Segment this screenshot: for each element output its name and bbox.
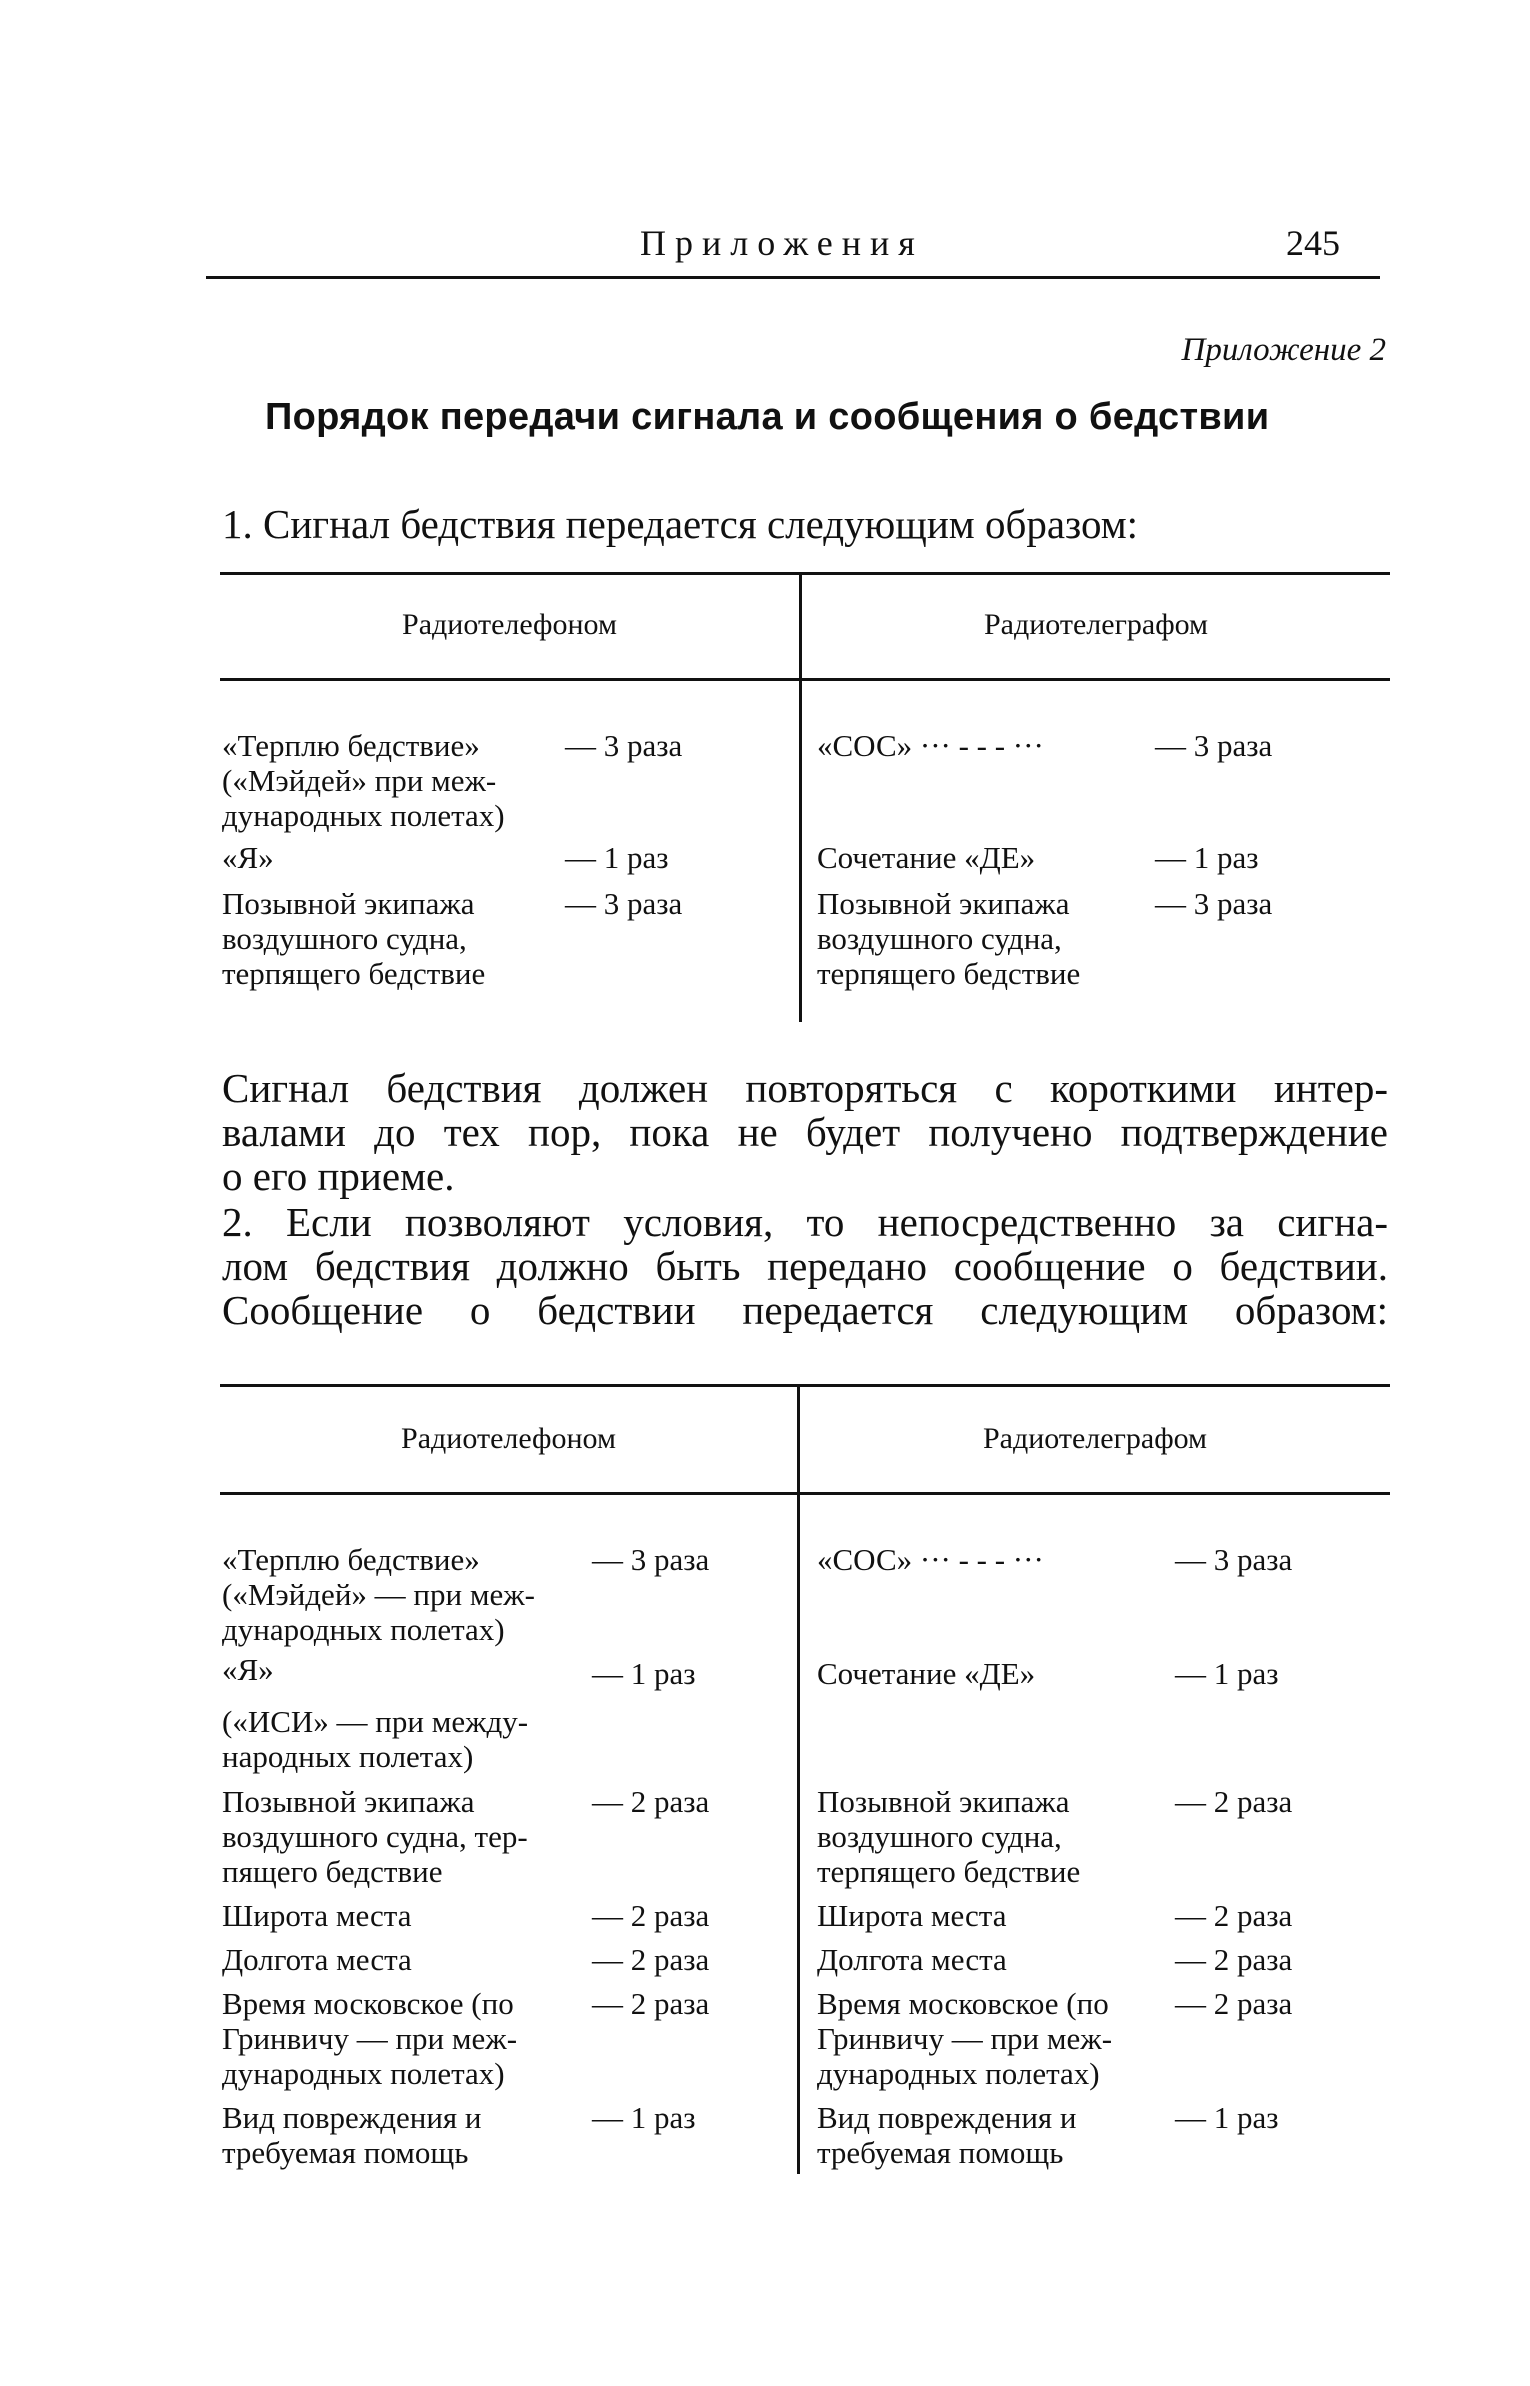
- cell-text: Время московское (по: [817, 1986, 1109, 2021]
- cell-count: — 2 раза: [1175, 1898, 1293, 1933]
- cell-text: воздушного судна,: [817, 921, 1062, 956]
- cell-text: пящего бедствие: [222, 1854, 443, 1889]
- cell-count: — 1 раз: [592, 1656, 696, 1691]
- cell-count: — 1 раз: [1155, 840, 1259, 875]
- cell-count: — 2 раза: [592, 1986, 710, 2021]
- cell-count: — 1 раз: [592, 2100, 696, 2135]
- cell-text: требуемая помощь: [817, 2135, 1064, 2170]
- cell-text: терпящего бедствие: [222, 956, 486, 991]
- cell-count: — 2 раза: [592, 1784, 710, 1819]
- cell-text: воздушного судна, тер-: [222, 1819, 528, 1854]
- table-top-rule: [220, 572, 1390, 575]
- running-title: Приложения: [640, 223, 924, 263]
- cell-text: Позывной экипажа: [222, 886, 475, 921]
- text-line: 2. Если позволяют условия, то непосредственно за сигна-: [222, 1199, 1388, 1245]
- cell-text: Широта места: [222, 1898, 412, 1933]
- cell-count: — 1 раз: [565, 840, 669, 875]
- cell-text: «Я»: [222, 840, 274, 875]
- table-header-rule: [220, 1492, 1390, 1495]
- cell-count: — 1 раз: [1175, 2100, 1279, 2135]
- cell-count: — 3 раза: [592, 1542, 710, 1577]
- column-header-radiotelephone: Радиотелефоном: [401, 1422, 616, 1455]
- cell-text: дународных полетах): [222, 798, 505, 833]
- cell-text: Сочетание «ДЕ»: [817, 840, 1036, 875]
- cell-count: — 3 раза: [1155, 728, 1273, 763]
- message-table: [220, 1384, 1390, 2174]
- table-header-rule: [220, 678, 1390, 681]
- cell-text: Позывной экипажа: [222, 1784, 475, 1819]
- cell-text: Позывной экипажа: [817, 886, 1070, 921]
- cell-text: терпящего бедствие: [817, 1854, 1081, 1889]
- cell-count: — 3 раза: [565, 886, 683, 921]
- header-rule: [206, 276, 1380, 279]
- text-line: лом бедствия должно быть передано сообщение о бедствии.: [222, 1243, 1388, 1289]
- cell-text: «Я»: [222, 1652, 274, 1687]
- cell-text: требуемая помощь: [222, 2135, 469, 2170]
- cell-text: воздушного судна,: [817, 1819, 1062, 1854]
- cell-text: «СОС» ··· - - - ···: [817, 728, 1044, 763]
- table-top-rule: [220, 1384, 1390, 1387]
- cell-text: дународных полетах): [222, 1612, 505, 1647]
- cell-text: Сочетание «ДЕ»: [817, 1656, 1036, 1691]
- cell-text: Долгота места: [222, 1942, 412, 1977]
- cell-text: («ИСИ» — при между-: [222, 1704, 529, 1739]
- cell-text: («Мэйдей» — при меж-: [222, 1577, 535, 1612]
- appendix-label: Приложение 2: [1181, 332, 1386, 368]
- page-number: 245: [1286, 223, 1340, 263]
- cell-text: Широта места: [817, 1898, 1007, 1933]
- text-line: валами до тех пор, пока не будет получено подтверждение: [222, 1109, 1388, 1155]
- paragraph-distress-message: [222, 1200, 1388, 1332]
- cell-count: — 3 раза: [1155, 886, 1273, 921]
- cell-text: дународных полетах): [817, 2056, 1100, 2091]
- cell-text: Долгота места: [817, 1942, 1007, 1977]
- cell-text: Вид повреждения и: [817, 2100, 1077, 2135]
- text-line: о его приеме.: [222, 1153, 455, 1199]
- cell-text: Позывной экипажа: [817, 1784, 1070, 1819]
- text-line: Сообщение о бедствии передается следующим образом:: [222, 1287, 1388, 1333]
- cell-text: воздушного судна,: [222, 921, 467, 956]
- cell-count: — 2 раза: [592, 1898, 710, 1933]
- cell-text: («Мэйдей» при меж-: [222, 763, 497, 798]
- cell-text: Гринвичу — при меж-: [222, 2021, 518, 2056]
- column-header-radiotelegraph: Радиотелеграфом: [982, 1422, 1208, 1455]
- cell-count: — 2 раза: [1175, 1784, 1293, 1819]
- cell-text: Время московское (по: [222, 1986, 514, 2021]
- cell-text: терпящего бедствие: [817, 956, 1081, 991]
- cell-count: — 1 раз: [1175, 1656, 1279, 1691]
- cell-count: — 2 раза: [592, 1942, 710, 1977]
- cell-text: народных полетах): [222, 1739, 474, 1774]
- cell-count: — 2 раза: [1175, 1986, 1293, 2021]
- cell-text: «Терплю бедствие»: [222, 1542, 480, 1577]
- cell-text: «СОС» ··· - - - ···: [817, 1542, 1044, 1577]
- cell-count: — 2 раза: [1175, 1942, 1293, 1977]
- paragraph-repeat-signal: [222, 1066, 1388, 1198]
- cell-count: — 3 раза: [565, 728, 683, 763]
- cell-count: — 3 раза: [1175, 1542, 1293, 1577]
- table-column-divider: [797, 1384, 800, 2174]
- column-header-radiotelephone: Радиотелефоном: [402, 608, 617, 641]
- section1-intro: 1. Сигнал бедствия передается следующим образом:: [222, 501, 1139, 547]
- signal-table: [220, 572, 1390, 1022]
- cell-text: Вид повреждения и: [222, 2100, 482, 2135]
- section-heading: Порядок передачи сигнала и сообщения о бедствии: [265, 396, 1270, 438]
- cell-text: Гринвичу — при меж-: [817, 2021, 1113, 2056]
- cell-text: дународных полетах): [222, 2056, 505, 2091]
- cell-text: «Терплю бедствие»: [222, 728, 480, 763]
- text-line: Сигнал бедствия должен повторяться с короткими интер-: [222, 1065, 1388, 1111]
- column-header-radiotelegraph: Радиотелеграфом: [983, 608, 1209, 641]
